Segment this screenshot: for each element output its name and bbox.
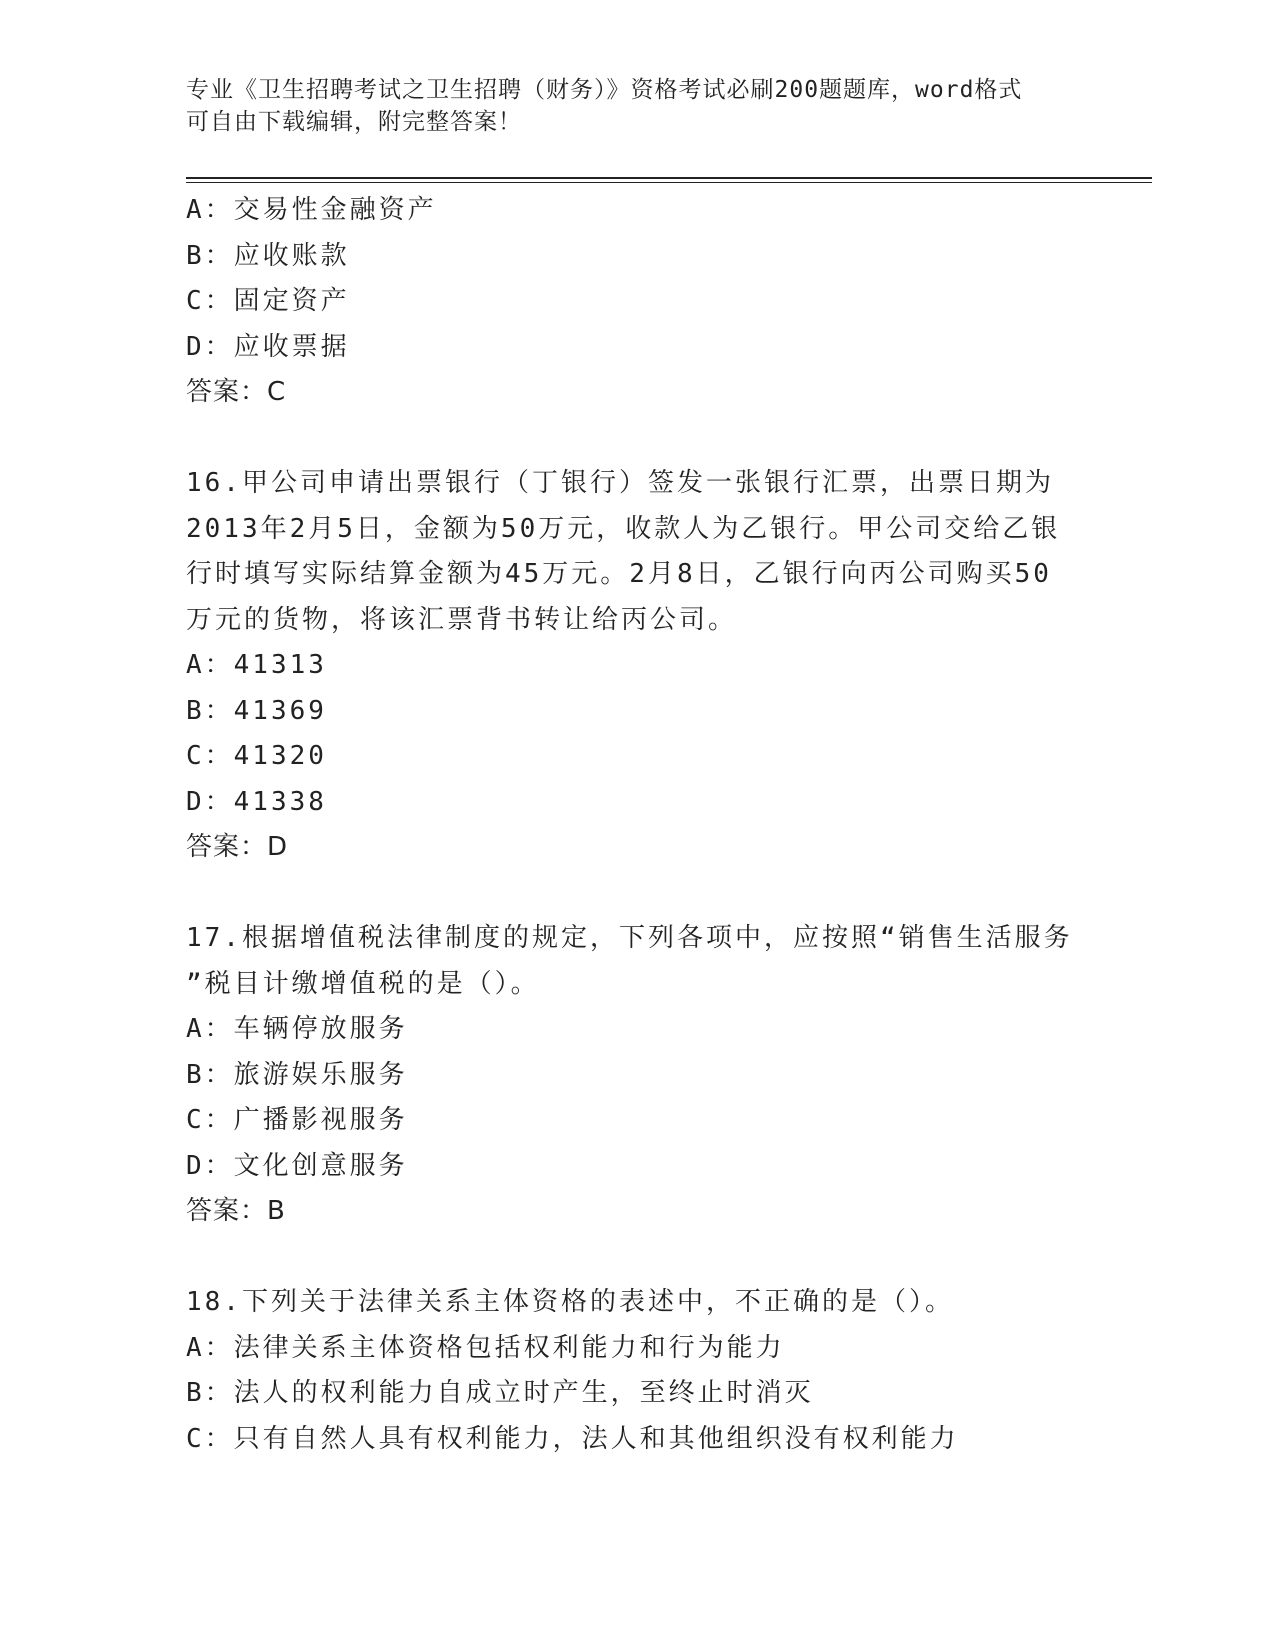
option-a: A：法律关系主体资格包括权利能力和行为能力 <box>186 1332 785 1363</box>
option-b: B：旅游娱乐服务 <box>186 1059 408 1090</box>
option-b: B：应收账款 <box>186 240 350 271</box>
question-16 <box>186 461 1086 871</box>
option-c: C：只有自然人具有权利能力，法人和其他组织没有权利能力 <box>186 1423 959 1454</box>
option-c: C：广播影视服务 <box>186 1105 408 1135</box>
spacer <box>186 416 1086 462</box>
option-b: B：41369 <box>186 695 327 726</box>
option-a: A：交易性金融资产 <box>186 195 437 225</box>
option-a: A：车辆停放服务 <box>186 1014 408 1044</box>
question-stem-line: ”税目计缴增值税的是（）。 <box>186 968 540 999</box>
question-stem-line: 行时填写实际结算金额为45万元。2月8日，乙银行向丙公司购买50 <box>186 559 1052 589</box>
document-header <box>186 74 1066 138</box>
option-d: D：41338 <box>186 786 327 817</box>
question-stem-line: 16.甲公司申请出票银行（丁银行）签发一张银行汇票，出票日期为 <box>186 468 1054 498</box>
question-stem-line: 17.根据增值税法律制度的规定，下列各项中，应按照“销售生活服务 <box>186 923 1073 953</box>
option-b: B：法人的权利能力自成立时产生，至终止时消灭 <box>186 1378 814 1408</box>
answer: 答案：B <box>186 1196 286 1226</box>
header-rule-thick <box>186 177 1152 179</box>
document-body <box>186 188 1086 1462</box>
answer: 答案：D <box>186 832 289 862</box>
spacer <box>186 1235 1086 1281</box>
option-d: D：文化创意服务 <box>186 1150 408 1181</box>
header-line-2: 可自由下载编辑，附完整答案！ <box>186 109 522 135</box>
spacer <box>186 871 1086 917</box>
option-d: D：应收票据 <box>186 331 350 362</box>
header-line-1: 专业《卫生招聘考试之卫生招聘（财务）》资格考试必刷200题题库，word格式 <box>186 77 1023 103</box>
question-18 <box>186 1280 1086 1462</box>
answer: 答案：C <box>186 377 287 407</box>
question-stem-line: 万元的货物，将该汇票背书转让给丙公司。 <box>186 604 738 635</box>
question-17 <box>186 916 1086 1235</box>
question-15 <box>186 188 1086 416</box>
header-rule-thin <box>186 182 1152 183</box>
question-stem-line: 2013年2月5日，金额为50万元，收款人为乙银行。甲公司交给乙银 <box>186 513 1061 544</box>
option-c: C：固定资产 <box>186 286 350 316</box>
option-c: C：41320 <box>186 741 327 771</box>
question-stem-line: 18.下列关于法律关系主体资格的表述中，不正确的是（）。 <box>186 1287 954 1317</box>
option-a: A：41313 <box>186 650 327 680</box>
